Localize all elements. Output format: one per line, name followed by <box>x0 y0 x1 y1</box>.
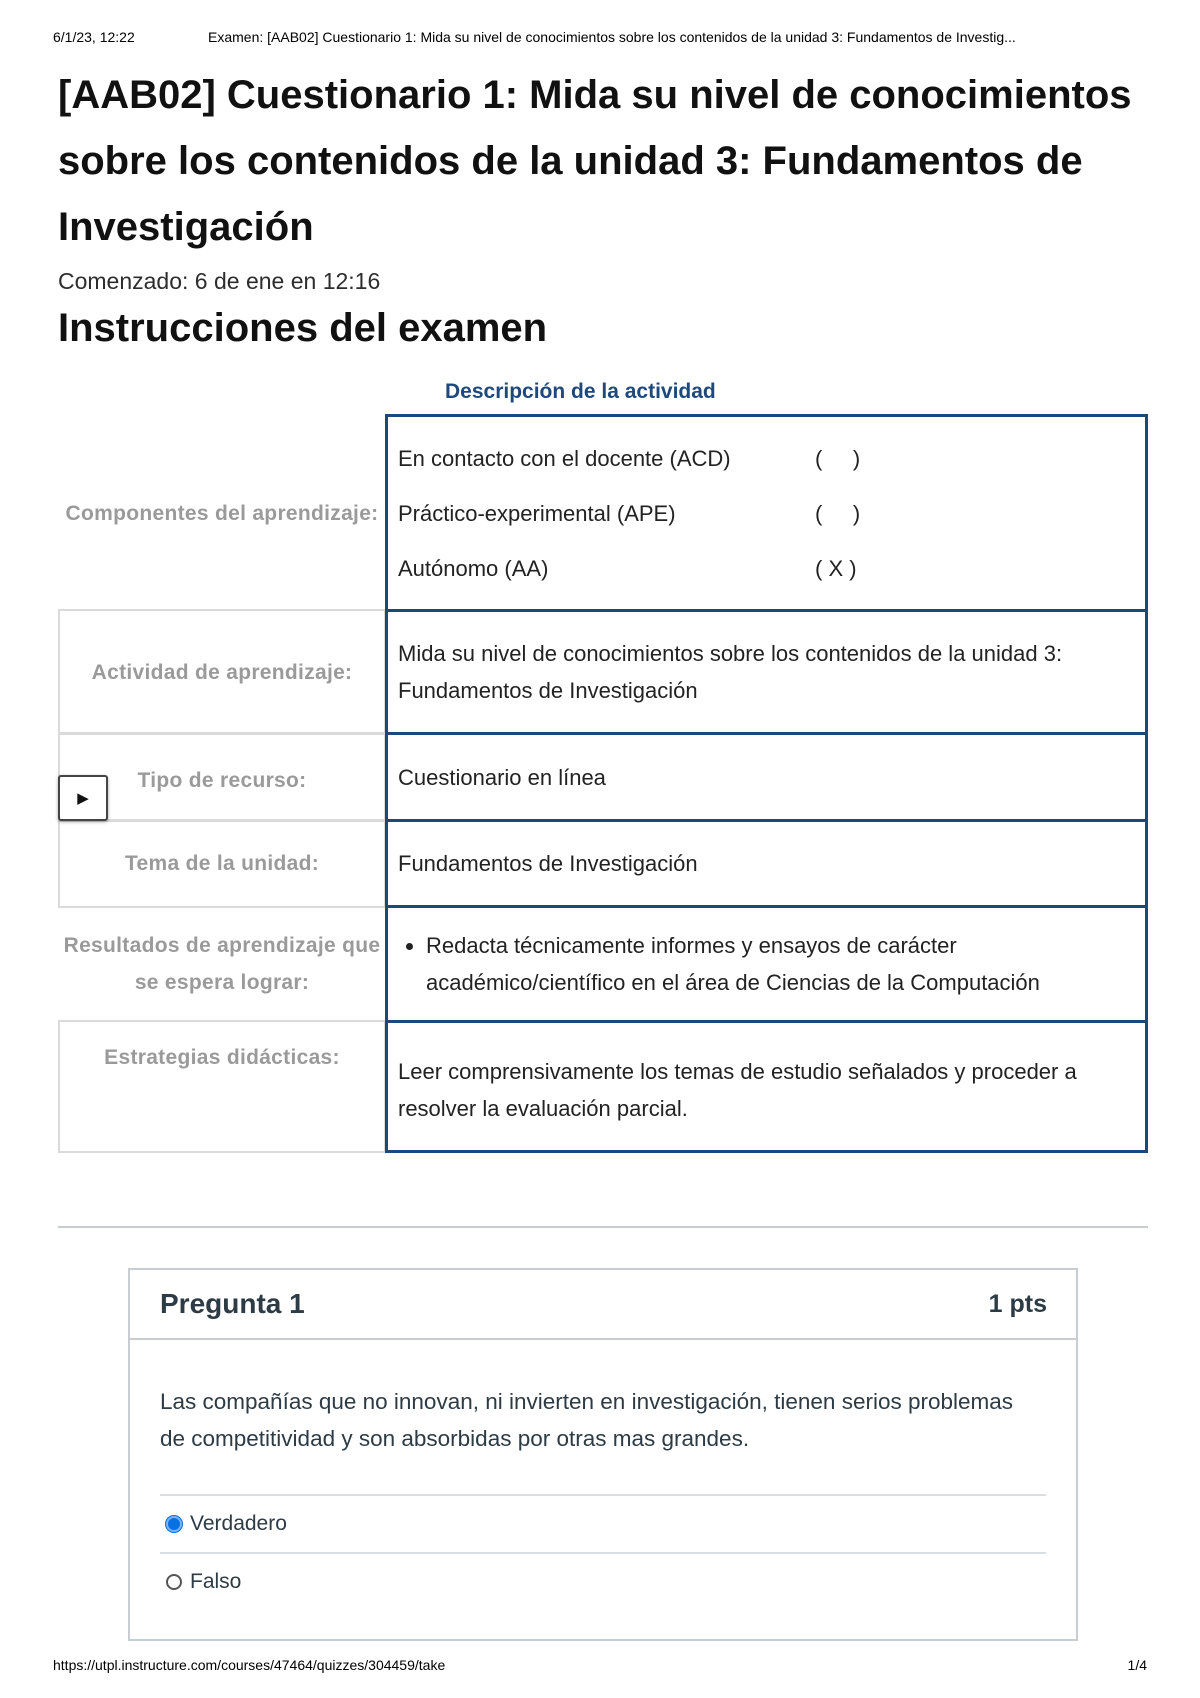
component-row-aa <box>398 541 1135 596</box>
components-cell <box>385 414 1148 612</box>
answer-label: Verdadero <box>190 1512 287 1535</box>
activity-table-caption: Descripción de la actividad <box>445 380 716 403</box>
instructions-heading: Instrucciones del examen <box>58 306 548 350</box>
results-list <box>398 927 1135 1001</box>
question-title: Pregunta 1 <box>160 1288 305 1319</box>
answer-option-verdadero[interactable] <box>160 1494 1046 1552</box>
results-cell <box>385 905 1148 1023</box>
strategies-value: Leer comprensivamente los temas de estudio señalados y proceder a resolver la evaluación parcial. <box>385 1020 1148 1153</box>
question-points: 1 pts <box>988 1289 1047 1318</box>
component-label: Práctico-experimental (APE) <box>398 500 676 526</box>
section-divider <box>58 1226 1148 1228</box>
quiz-title: [AAB02] Cuestionario 1: Mida su nivel de conocimientos sobre los contenidos de la unidad 3: Fundamentos de Investigación <box>58 73 1132 249</box>
answer-list <box>160 1494 1046 1610</box>
resource-value: Cuestionario en línea <box>385 732 1148 822</box>
component-mark: ( X ) <box>815 555 857 581</box>
component-mark: ( ) <box>815 445 861 471</box>
radio-unselected-icon[interactable] <box>166 1574 182 1590</box>
activity-label: Actividad de aprendizaje: <box>58 609 386 735</box>
question-header <box>130 1270 1076 1340</box>
print-doc-title: Examen: [AAB02] Cuestionario 1: Mida su nivel de conocimientos sobre los contenidos de la unidad 3: Fundamentos de Investig... <box>208 29 1016 45</box>
results-list-item: • Redacta técnicamente informes y ensayos de carácter académico/científico en el área de Ciencias de la Computación <box>426 927 1135 1001</box>
print-url: https://utpl.instructure.com/courses/47464/quizzes/304459/take <box>53 1657 446 1673</box>
started-timestamp: Comenzado: 6 de ene en 12:16 <box>58 268 381 294</box>
components-label: Componentes del aprendizaje: <box>65 501 379 525</box>
play-icon: ▶ <box>77 790 89 807</box>
answer-label: Falso <box>190 1570 242 1593</box>
question-text: Las compañías que no innovan, ni invierten en investigación, tienen serios problemas de competitividad y son absorbidas por otras mas grandes. <box>160 1389 1014 1451</box>
print-footer <box>53 1657 1147 1673</box>
print-page-number: 1/4 <box>1127 1657 1147 1673</box>
radio-selected-icon[interactable] <box>166 1516 182 1532</box>
activity-value: Mida su nivel de conocimientos sobre los contenidos de la unidad 3: Fundamentos de Investigación <box>385 609 1148 735</box>
topic-label: Tema de la unidad: <box>58 819 386 908</box>
component-label: En contacto con el docente (ACD) <box>398 445 731 471</box>
component-label: Autónomo (AA) <box>398 555 549 581</box>
topic-value: Fundamentos de Investigación <box>385 819 1148 908</box>
print-date: 6/1/23, 12:22 <box>53 29 135 45</box>
component-mark: ( ) <box>815 500 861 526</box>
answer-option-falso[interactable] <box>160 1552 1046 1610</box>
play-button[interactable] <box>58 775 108 821</box>
resource-label: Tipo de recurso: <box>58 732 386 822</box>
component-row-ape <box>398 486 1135 541</box>
results-label: Resultados de aprendizaje que se espera lograr: <box>63 934 381 994</box>
strategies-label: Estrategias didácticas: <box>58 1020 386 1153</box>
question-card <box>128 1268 1078 1641</box>
component-row-acd <box>398 431 1135 486</box>
